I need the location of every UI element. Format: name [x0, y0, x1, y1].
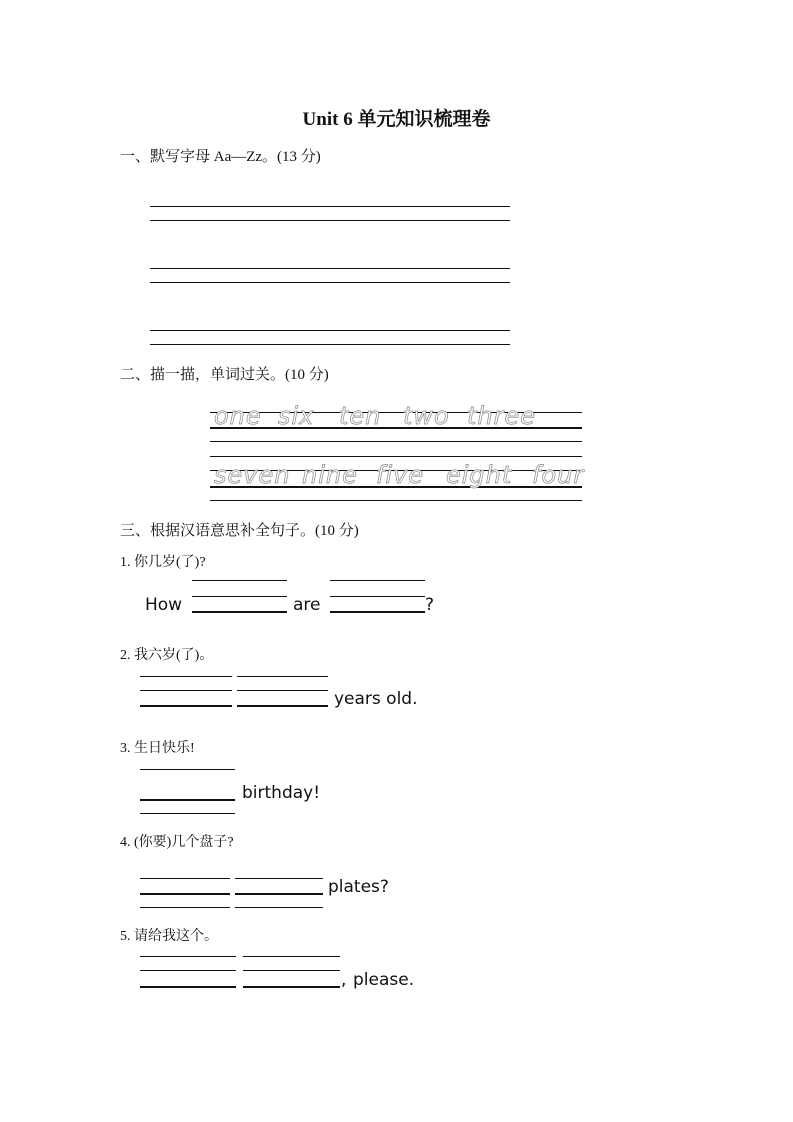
answer-blank[interactable] [140, 705, 232, 707]
answer-blank[interactable] [140, 799, 235, 801]
sentence-word: plates? [328, 877, 389, 897]
trace-word: ten [339, 402, 382, 430]
answer-line [140, 970, 236, 971]
answer-blank[interactable] [237, 705, 328, 707]
sentence-word: years old. [334, 689, 418, 709]
writing-line [150, 220, 510, 221]
sentence-word: are [293, 595, 321, 615]
answer-line [330, 580, 425, 581]
answer-line [243, 970, 340, 971]
sentence-punctuation: , [341, 970, 347, 990]
writing-line [150, 268, 510, 269]
trace-word: five [376, 461, 425, 489]
answer-line [140, 676, 232, 677]
question-4-prompt: 4. (你要)几个盘子? [120, 835, 234, 850]
answer-line [330, 596, 425, 597]
writing-line [150, 282, 510, 283]
trace-word: eight [446, 461, 513, 489]
answer-blank[interactable] [140, 986, 236, 988]
trace-word: three [467, 402, 537, 430]
sentence-word: ? [425, 595, 435, 615]
answer-line [243, 956, 340, 957]
tracing-line [210, 456, 582, 457]
answer-line [235, 907, 323, 908]
question-5-prompt: 5. 请给我这个。 [120, 929, 218, 944]
writing-line [150, 344, 510, 345]
sentence-word: birthday! [242, 783, 321, 803]
answer-blank[interactable] [235, 893, 323, 895]
answer-line [235, 878, 323, 879]
answer-blank[interactable] [330, 611, 425, 613]
answer-line [237, 690, 328, 691]
tracing-line [210, 441, 582, 442]
section-2-heading: 二、描一描，单词过关。(10 分) [120, 367, 329, 383]
trace-word: one [214, 402, 262, 430]
section-3-heading: 三、根据汉语意思补全句子。(10 分) [120, 523, 359, 539]
trace-word: two [403, 402, 450, 430]
trace-word: six [278, 402, 315, 430]
answer-line [140, 956, 236, 957]
question-3-prompt: 3. 生日快乐! [120, 741, 195, 756]
sentence-word: please. [353, 970, 415, 990]
writing-line [150, 206, 510, 207]
answer-line [140, 813, 235, 814]
answer-blank[interactable] [243, 986, 340, 988]
trace-word: four [532, 461, 585, 489]
answer-line [140, 878, 230, 879]
question-2-prompt: 2. 我六岁(了)。 [120, 648, 214, 663]
answer-blank[interactable] [140, 893, 230, 895]
sentence-word: How [145, 595, 183, 615]
answer-line [140, 907, 230, 908]
tracing-line [210, 500, 582, 501]
answer-line [237, 676, 328, 677]
section-1-heading: 一、默写字母 Aa—Zz。(13 分) [120, 149, 321, 165]
trace-word: seven [214, 461, 291, 489]
answer-line [140, 690, 232, 691]
answer-blank[interactable] [192, 611, 287, 613]
answer-line [192, 580, 287, 581]
answer-line [140, 769, 235, 770]
page-title: Unit 6 单元知识梳理卷 [302, 109, 491, 130]
writing-line [150, 330, 510, 331]
answer-line [192, 596, 287, 597]
question-1-prompt: 1. 你几岁(了)? [120, 555, 206, 570]
trace-word: nine [302, 461, 358, 489]
